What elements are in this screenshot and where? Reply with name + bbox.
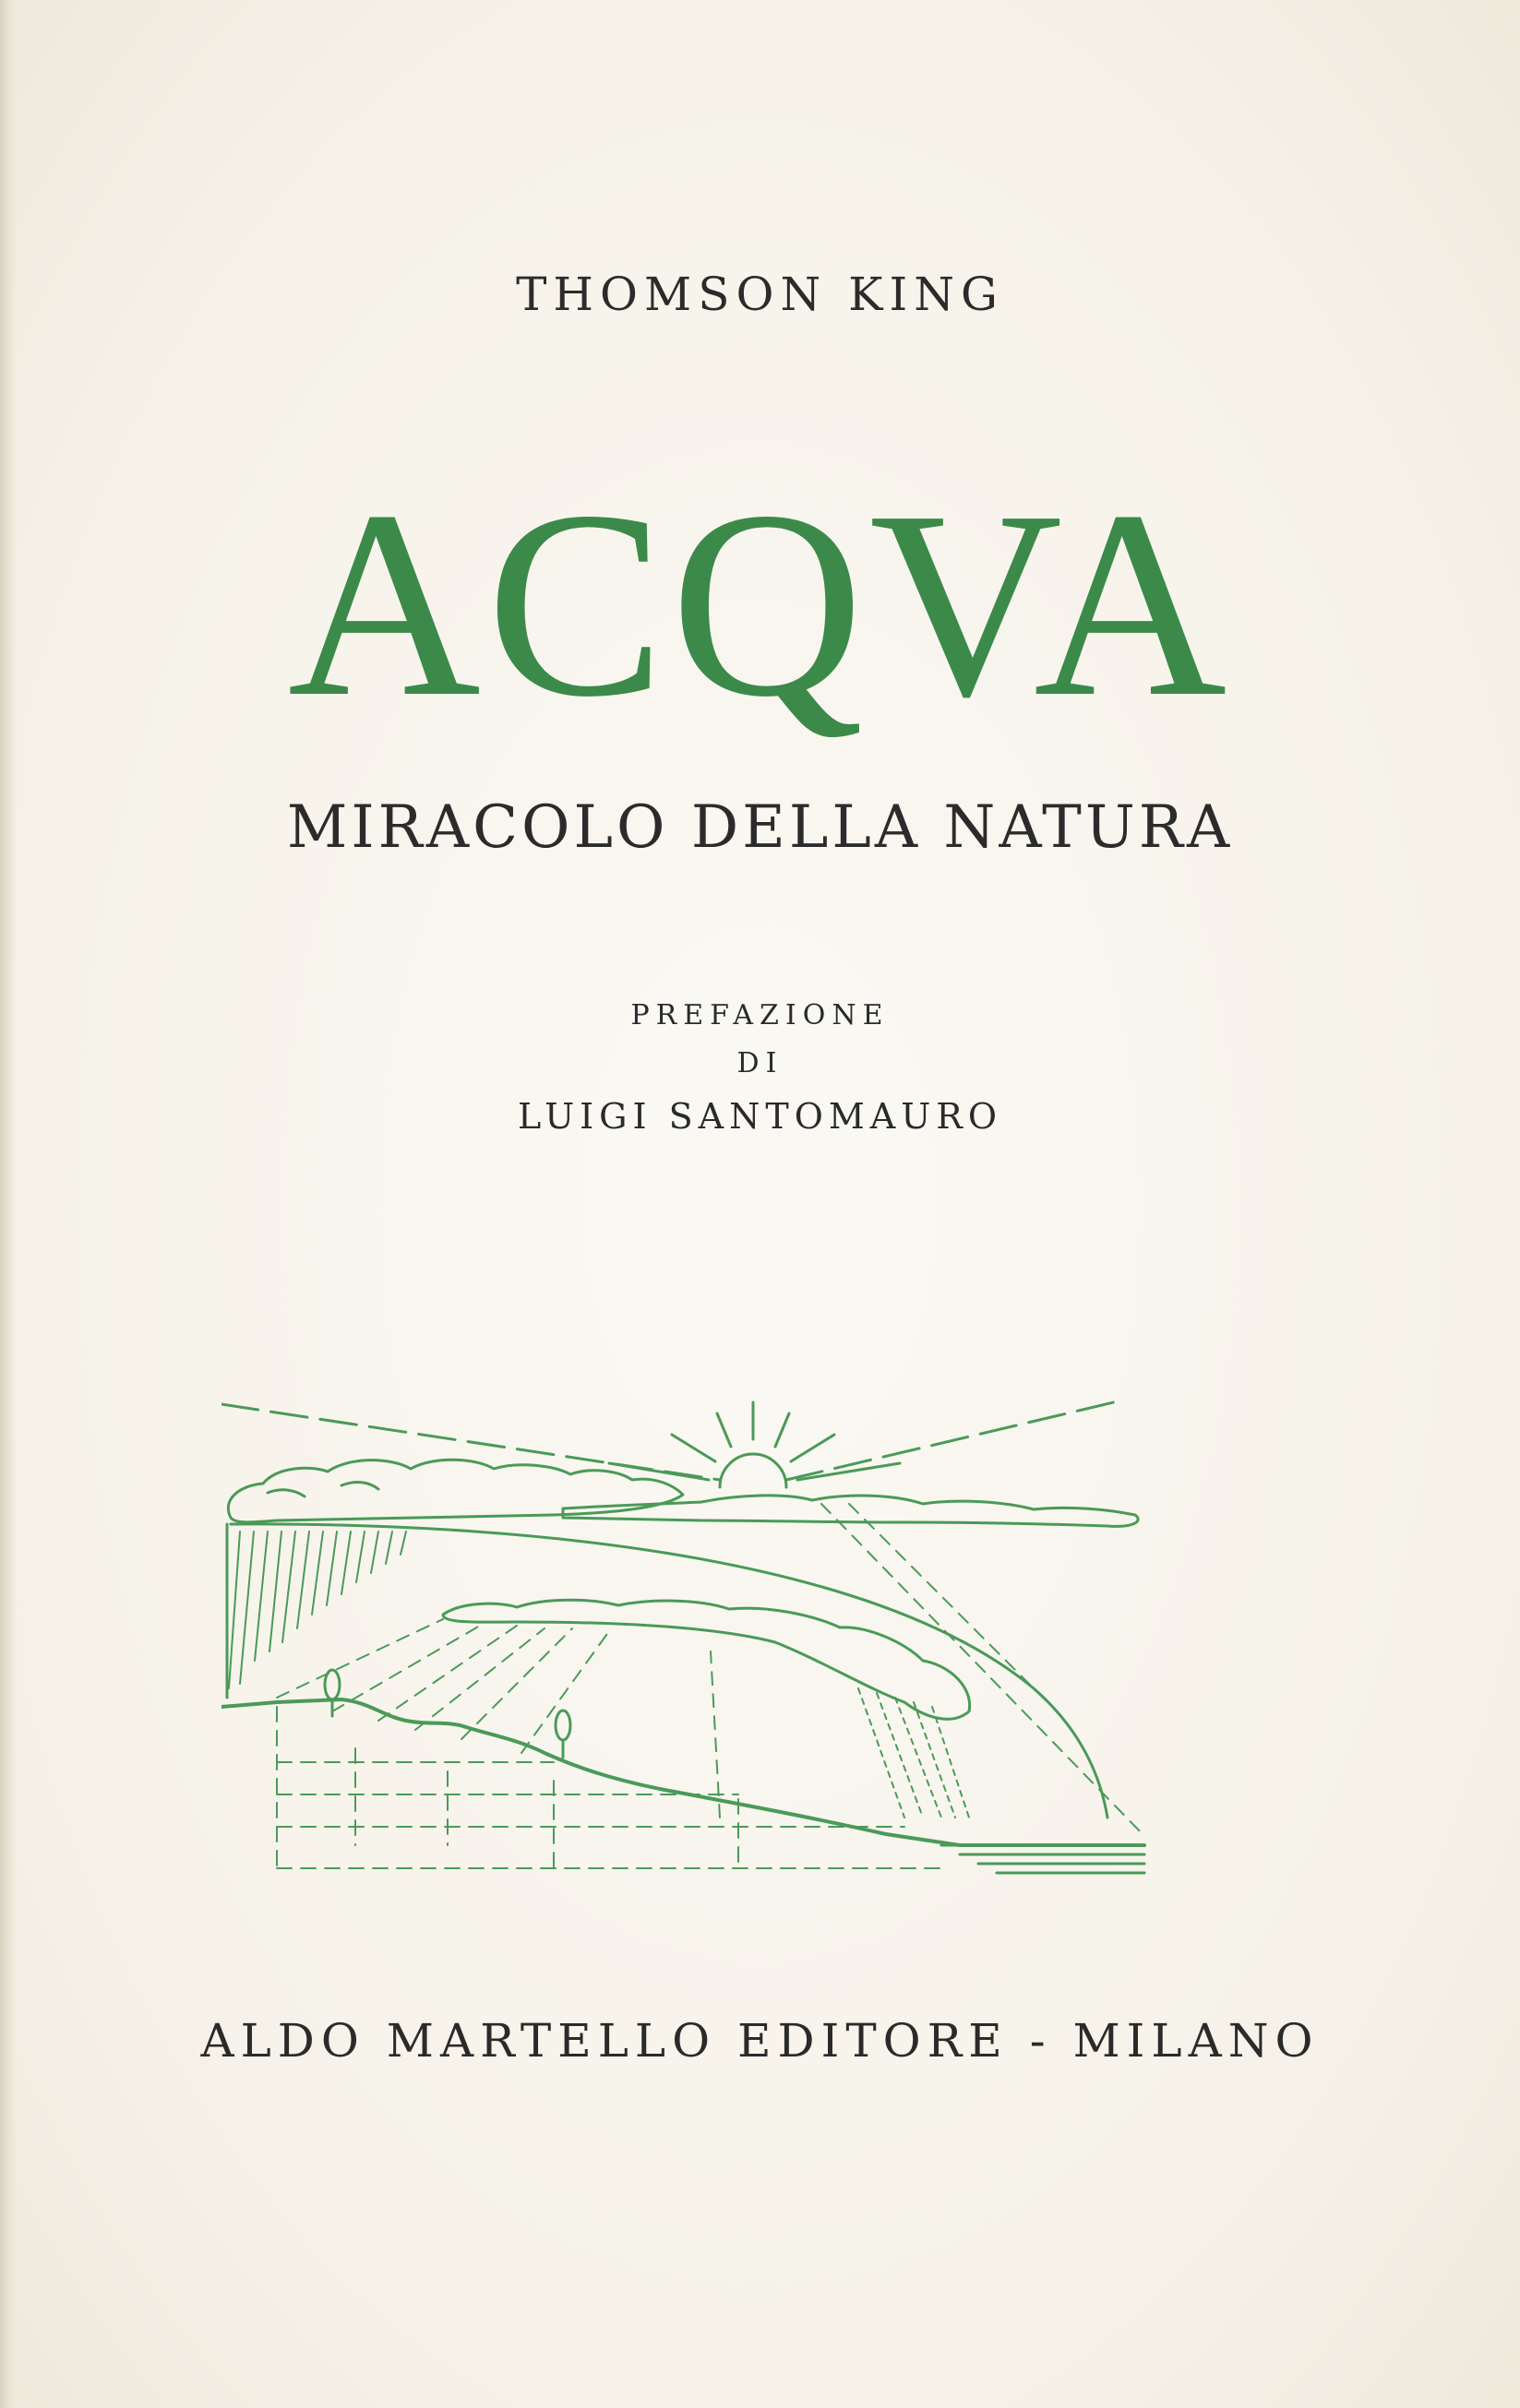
tree-icons [325, 1670, 570, 1758]
sun-icon [609, 1402, 900, 1487]
upper-cloud-right [563, 1496, 1138, 1526]
preface-label: PREFAZIONE [630, 999, 890, 1031]
ground-surface [221, 1699, 1144, 1845]
underground-grid [277, 1707, 941, 1868]
preface-by: DI [736, 1047, 784, 1079]
preface-author: LUIGI SANTOMAURO [517, 1096, 1002, 1137]
lower-cloud [443, 1600, 970, 1719]
water-cycle-illustration [221, 1384, 1237, 1901]
rain-left [229, 1532, 406, 1688]
evaporation-lines [277, 1504, 1144, 1836]
sun-rays [221, 1401, 1121, 1480]
author-name: THOMSON KING [516, 268, 1004, 321]
atmosphere-arc [231, 1524, 1107, 1818]
upper-cloud-left [228, 1460, 683, 1522]
book-title: ACQVA [287, 456, 1233, 752]
publisher-imprint: ALDO MARTELLO EDITORE - MILANO [200, 2014, 1320, 2068]
book-subtitle: MIRACOLO DELLA NATURA [286, 793, 1234, 862]
sea-surface [941, 1845, 1144, 1873]
